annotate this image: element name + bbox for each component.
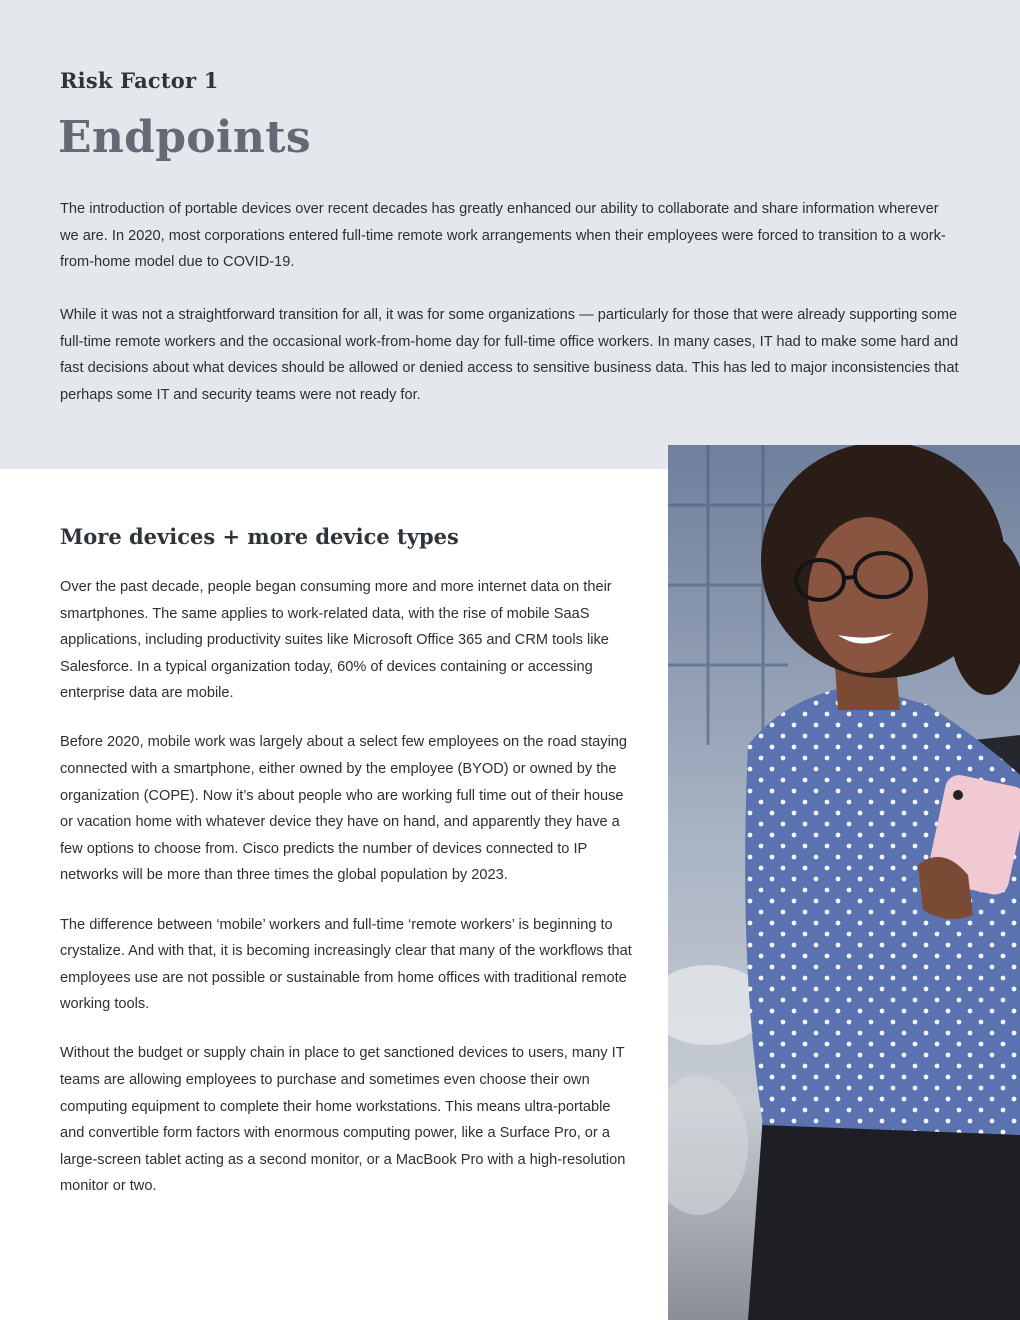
intro-text — [60, 196, 960, 408]
intro-paragraph: While it was not a straightforward transition for all, it was for some organizations — particularly for those that were already supporting some full-time remote workers and the occasional work-from-home day for full-time office workers. In many cases, IT had to make some hard and fast decisions about what devices should be allowed or denied access to sensitive business data. This has led to major inconsistencies that perhaps some IT and security teams were not ready for. — [60, 307, 959, 403]
risk-factor-label: Risk Factor 1 — [60, 68, 219, 93]
intro-paragraph: The introduction of portable devices over recent decades has greatly enhanced our ability to collaborate and share information wherever we are. In 2020, most corporations entered full-time remote work arrangements when their employees were forced to transition to a work-from-home model due to COVID-19. — [60, 201, 946, 270]
body-paragraph: Without the budget or supply chain in place to get sanctioned devices to users, many IT teams are allowing employees to purchase and sometimes even choose their own computing equipment to complete their home workstations. This means ultra-portable and convertible form factors with enormous computing power, like a Surface Pro, or a large-screen tablet acting as a second monitor, or a MacBook Pro with a high-resolution monitor or two. — [60, 1045, 626, 1195]
woman-with-phone-photo — [668, 445, 1020, 1320]
body-paragraph: The difference between ‘mobile’ workers and full-time ‘remote workers’ is beginning to crystalize. And with that, it is becoming increasingly clear that many of the workflows that employees use are not possible or sustainable from home offices with traditional remote working tools. — [60, 916, 632, 1013]
photo-illustration — [668, 445, 1020, 1320]
section-heading: More devices + more device types — [60, 524, 459, 549]
page-title: Endpoints — [58, 112, 311, 163]
section-body — [60, 574, 638, 1222]
body-paragraph: Over the past decade, people began consuming more and more internet data on their smartphones. The same applies to work-related data, with the rise of mobile SaaS applications, including productivity suites like Microsoft Office 365 and CRM tools like Salesforce. In a typical organization today, 60% of devices containing or accessing enterprise data are mobile. — [60, 579, 612, 702]
body-paragraph: Before 2020, mobile work was largely about a select few employees on the road staying connected with a smartphone, either owned by the employee (BYOD) or owned by the organization (COPE). Now it’s about people who are working full time out of their house or vacation home with whatever device they have on hand, and apparently they have a few options to choose from. Cisco predicts the number of devices connected to IP networks will be more than three times the global population by 2023. — [60, 734, 628, 884]
